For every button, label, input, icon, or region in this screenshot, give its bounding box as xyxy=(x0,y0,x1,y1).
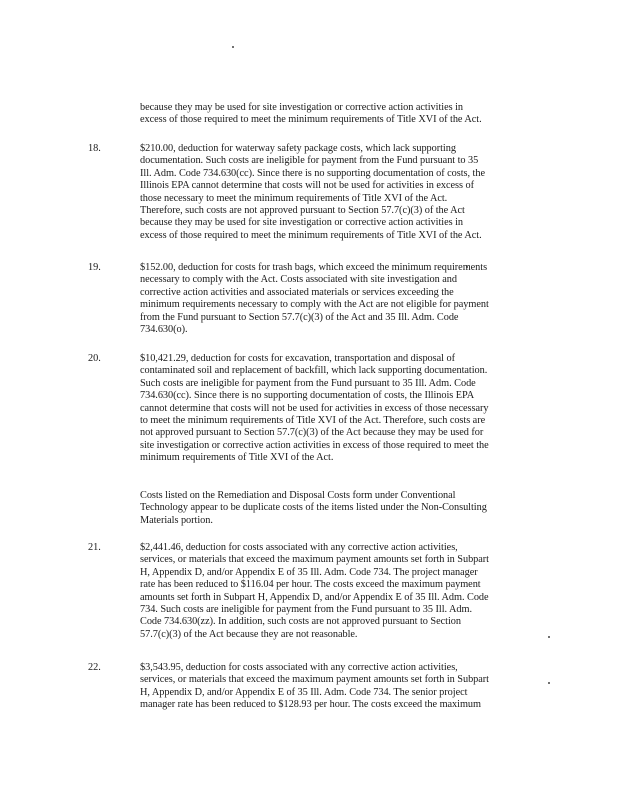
scan-speck xyxy=(232,46,234,48)
text-line: because they may be used for site investigation or corrective action activities in xyxy=(140,217,463,229)
item-number: 22. xyxy=(88,662,101,673)
item-number: 21. xyxy=(88,542,101,553)
text-line: cannot determine that costs will not be used for activities in excess of those necessary xyxy=(140,402,489,414)
text-line: Such costs are ineligible for payment from the Fund pursuant to 35 Ill. Adm. Code xyxy=(140,377,476,389)
text-line: services, or materials that exceed the maximum payment amounts set forth in Subpart xyxy=(140,554,489,566)
text-line: because they may be used for site investigation or corrective action activities in xyxy=(140,102,463,113)
text-line: $2,441.46, deduction for costs associated with any corrective action activities, xyxy=(140,542,458,553)
text-line: $10,421.29, deduction for costs for excavation, transportation and disposal of xyxy=(140,353,455,364)
item-number: 18. xyxy=(88,143,101,154)
text-line: not approved pursuant to Section 57.7(c)(3) of the Act because they may be used for xyxy=(140,427,484,439)
text-line: Therefore, such costs are not approved pursuant to Section 57.7(c)(3) of the Act xyxy=(140,205,465,217)
text-line: Technology appear to be duplicate costs of the items listed under the Non-Consulting xyxy=(140,502,487,514)
item-paragraph xyxy=(140,353,540,465)
text-line: from the Fund pursuant to Section 57.7(c)(3) of the Act and 35 Ill. Adm. Code xyxy=(140,311,459,323)
text-line: excess of those required to meet the minimum requirements of Title XVI of the Act. xyxy=(140,229,482,241)
text-line: corrective action activities and associated materials or services exceeding the xyxy=(140,286,454,298)
item-paragraph xyxy=(140,542,540,641)
scan-speck xyxy=(548,682,550,684)
text-line: minimum requirements of Title XVI of the Act. xyxy=(140,452,334,464)
scan-speck xyxy=(548,636,550,638)
text-line: 734. Such costs are ineligible for payment from the Fund pursuant to 35 Ill. Adm. xyxy=(140,604,472,616)
text-line: contaminated soil and replacement of backfill, which lack supporting documentation. xyxy=(140,365,488,377)
text-line: Code 734.630(zz). In addition, such costs are not approved pursuant to Section xyxy=(140,616,461,628)
text-line: necessary to comply with the Act. Costs associated with site investigation and xyxy=(140,274,457,286)
text-line: minimum requirements necessary to comply with the Act are not eligible for payment xyxy=(140,299,489,311)
text-line: 57.7(c)(3) of the Act because they are not reasonable. xyxy=(140,628,358,640)
item-number: 20. xyxy=(88,353,101,364)
item-paragraph xyxy=(140,262,540,336)
note-paragraph xyxy=(140,490,540,527)
text-line: amounts set forth in Subpart H, Appendix D, and/or Appendix E of 35 Ill. Adm. Code xyxy=(140,591,489,603)
item-paragraph xyxy=(140,143,540,242)
text-line: to meet the minimum requirements of Title XVI of the Act. Therefore, such costs are xyxy=(140,415,486,427)
item-paragraph xyxy=(140,662,540,712)
continuation-paragraph xyxy=(140,102,540,127)
text-line: $3,543.95, deduction for costs associated with any corrective action activities, xyxy=(140,662,458,673)
text-line: H, Appendix D, and/or Appendix E of 35 Ill. Adm. Code 734. The senior project xyxy=(140,686,468,698)
text-line: those necessary to meet the minimum requirements of Title XVI of the Act. xyxy=(140,192,448,204)
text-line: $210.00, deduction for waterway safety package costs, which lack supporting xyxy=(140,143,456,154)
item-number: 19. xyxy=(88,262,101,273)
text-line: $152.00, deduction for costs for trash bags, which exceed the minimum requirements xyxy=(140,262,488,273)
text-line: manager rate has been reduced to $128.93 per hour. The costs exceed the maximum xyxy=(140,699,481,711)
text-line: 734.630(o). xyxy=(140,324,188,336)
text-line: site investigation or corrective action activities in excess of those required to meet the xyxy=(140,439,489,451)
text-line: documentation. Such costs are ineligible for payment from the Fund pursuant to 35 xyxy=(140,155,479,167)
text-line: Ill. Adm. Code 734.630(cc). Since there is no supporting documentation of costs, the xyxy=(140,167,485,179)
text-line: Illinois EPA cannot determine that costs will not be used for activities in excess of xyxy=(140,180,474,192)
text-line: rate has been reduced to $116.04 per hour. The costs exceed the maximum payment xyxy=(140,579,481,591)
text-line: Materials portion. xyxy=(140,514,213,526)
text-line: excess of those required to meet the minimum requirements of Title XVI of the Act. xyxy=(140,114,482,126)
text-line: services, or materials that exceed the maximum payment amounts set forth in Subpart xyxy=(140,674,489,686)
text-line: Costs listed on the Remediation and Disposal Costs form under Conventional xyxy=(140,490,456,501)
text-line: H, Appendix D, and/or Appendix E of 35 Ill. Adm. Code 734. The project manager xyxy=(140,566,478,578)
text-line: 734.630(cc). Since there is no supporting documentation of costs, the Illinois EPA xyxy=(140,390,475,402)
